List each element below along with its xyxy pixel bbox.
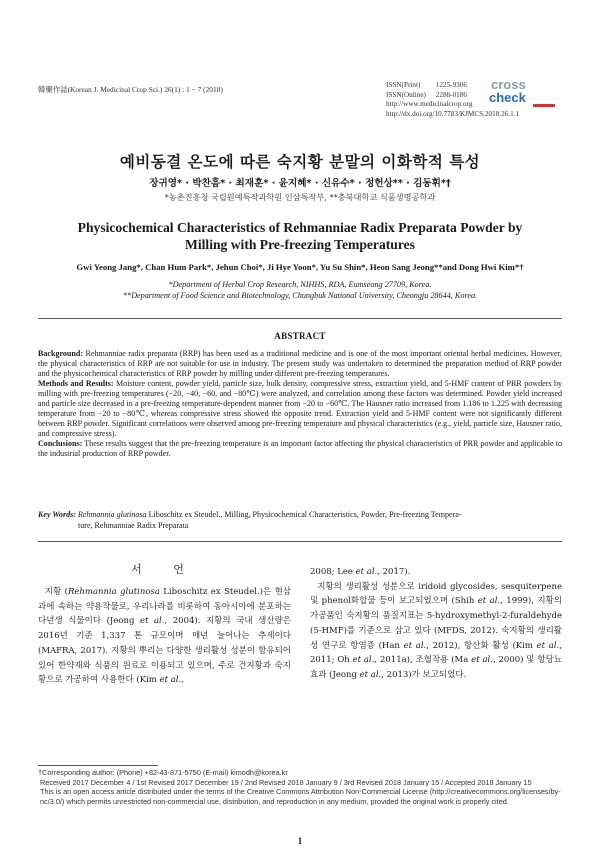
abstract-body	[38, 349, 562, 460]
english-authors: Gwi Yeong Jang*, Chan Hum Park*, Jehun Choi*, Ji Hye Yoon*, Yu Su Shin*, Heon Sang Jeong**and Dong Hwi Kim*†	[76, 262, 524, 272]
intro-text: , 2011a), 조혈작용 (Ma	[374, 655, 472, 666]
intro-text: Liboschitz ex Steudel.)은 현삼과에 속하는 약용작물로, 우리나라를 비롯하여 동아시아에 분포하는 다년생 식물이다 (Jeong	[38, 587, 291, 627]
etal: et al.	[139, 616, 165, 627]
divider	[38, 541, 562, 542]
keywords	[38, 510, 562, 531]
intro-text: ,	[181, 675, 184, 686]
etal: et al.	[471, 655, 493, 666]
corresponding-author: †Corresponding author: (Phone) +82-43-871-5750 (E-mail) kimodh@korea.kr	[38, 768, 288, 777]
abstract-conclusions	[38, 439, 562, 459]
etal: et al.	[359, 669, 382, 680]
intro-text: , 2011; Oh	[310, 640, 563, 666]
received-dates: Received 2017 December 4 / 1st Revised 2017 December 19 / 2nd Revised 2018 January 9 / 3rd Revised 2018 January 15 / Accepted 2018 January 15	[40, 777, 532, 787]
issn-print-label: ISSN(Print)	[386, 81, 421, 89]
intro-left-column	[38, 585, 291, 688]
intro-right-column	[310, 565, 562, 683]
divider	[38, 318, 562, 319]
intro-text: 지황의 생리활성 성분으로 iridoid glycosides, sesquiterpene 및 phenol화합물 등이 보고되었으며 (Shih	[310, 581, 562, 607]
abstract-methods	[38, 379, 562, 439]
species-name: Rehmannia glutinosa	[67, 587, 160, 597]
crossmark-logo[interactable]	[487, 76, 557, 108]
etal: et al.	[403, 640, 427, 651]
doi-link[interactable]: http://dx.doi.org/10.7783/KJMCS.2018.26.1.1	[386, 109, 520, 118]
footnote	[38, 768, 562, 806]
abstract-background	[38, 349, 562, 379]
etal: et al.	[355, 567, 378, 577]
intro-text: , 2012), 항산화 활성 (Kim	[426, 640, 537, 651]
methods-text: Moisture content, powder yield, particle size, bulk density, compressive stress, extraction yield, and 5-HMF content of PRR powders by milling with pre-freezing temperatures (−20, −40, −60, and −80℃) were analyzed, and correlation among these factors was determined. Powder yield increased and particle size decreased in a pre-freezing temperature-dependent manner from −20 to −60℃. The Hausner ratio increased from 1.186 to 1.225 with decreasing temperature from −20 to −80℃, whereas compressive stress showed the opposite trend. Extraction yield and 5-HMF content were not significantly different between RRP powder. Significant correlations were observed among pre-freezing temperature and physical characteristics (e.g., yield, particle size, Hausner ratio, and compressive stress).	[38, 379, 562, 439]
etal: et al.	[477, 596, 501, 607]
abstract-heading: ABSTRACT	[274, 331, 326, 341]
etal: et al.	[536, 640, 560, 651]
intro-text: 2008; Lee	[310, 567, 356, 577]
korean-affiliation: *농촌진흥청 국립원예특작과학원 인삼특작부, **충북대학교 식품생명공학과	[164, 192, 436, 202]
intro-text: , 2017).	[377, 567, 411, 577]
issn-online: 2288-0186	[435, 90, 467, 99]
korean-authors: 장귀영* · 박찬흠* · 최재훈* · 윤지혜* · 신유수* · 정헌상** · 김동휘*†	[149, 178, 451, 189]
english-title	[40, 220, 560, 253]
english-affiliations	[30, 279, 570, 301]
intro-text: 지황 (	[44, 587, 68, 597]
affiliation-1: *Department of Herbal Crop Research, NIHHS, RDA, Eumseong 27709, Korea.	[168, 280, 432, 289]
etal: et al.	[159, 675, 182, 686]
intro-text: , 1999), 지황의 가공품인 숙지황의 품질지표는 5-hydroxymethyl-2-furaldehyde (5-HMF)를 기준으로 삼고 있다 (MFDS, 2012). 숙지황의 생리활성 연구로 항염증 (Han	[310, 596, 563, 651]
keywords-label: Key Words:	[38, 510, 76, 519]
keywords-species: Rehmannia glutinosa	[75, 510, 147, 519]
background-label: Background:	[38, 349, 84, 358]
conclusions-label: Conclusions:	[38, 439, 83, 449]
crossmark-line2: check	[489, 90, 526, 105]
crossmark-line1: cross	[491, 77, 526, 92]
intro-text: , 2013)가 보고되었다.	[381, 669, 467, 680]
methods-label: Methods and Results:	[38, 379, 114, 389]
license-text: This is an open access article distributed under the terms of the Creative Commons Attribution Non-Commercial License (http://creativecommons.org/licenses/by-nc/3.0/) which permits unrestricted non-commercial use, distribution, and reproduction in any medium, provided the original work is properly cited.	[40, 787, 561, 806]
conclusions-text: These results suggest that the pre-freezing temperature is an important factor affecting the physical characteristics of PRR powder and applicable to the industrial production of RRP powder.	[38, 439, 562, 459]
english-title-line2: Milling with Pre-freezing Temperatures	[185, 236, 415, 252]
background-text: Rehmanniae radix preparata (RRP) has been used as a traditional medicine and is one of the most important oriental herbal medicines. However, the physical characteristics of RRP are not suitable for use in industry. The present study was undertaken to determined the preparation method of RRP powder and the physicochemical characteristics of RRP powder by milling under different pre-freezing temperatures.	[38, 349, 562, 379]
keywords-line2: ture, Rehmanniae Radix Preparata	[78, 520, 189, 530]
issn-online-label: ISSN(Online)	[386, 90, 426, 99]
page-number: 1	[297, 836, 303, 846]
journal-citation: 韓藥作誌(Korean J. Medicinal Crop Sci.) 26(1) : 1 − 7 (2018)	[38, 85, 223, 94]
issn-print: 1225-9306	[435, 81, 467, 89]
korean-title: 예비동결 온도에 따른 숙지황 분말의 이화학적 특성	[119, 153, 481, 171]
keywords-text: Liboschitz ex Steudel., Milling, Physicochemical Characteristics, Powder, Pre-freezing Tempera-	[146, 510, 462, 519]
journal-url[interactable]: http://www.medicinalcrop.org	[386, 100, 473, 109]
intro-heading: 서 언	[131, 563, 198, 576]
english-title-line1: Physicochemical Characteristics of Rehmanniae Radix Preparata Powder by	[77, 220, 523, 235]
footnote-divider	[38, 765, 158, 766]
etal: et al.	[352, 655, 375, 666]
affiliation-2: **Department of Food Science and Biotechnology, Chungbuk National University, Cheongju 28644, Korea.	[122, 291, 478, 300]
intro-text: , 2000) 및 항당뇨 효과 (Jeong	[310, 655, 562, 680]
intro-text: , 2004). 지황의 국내 생산량은 2016년 기준 1,337 톤 규모이며 매년 늘어나는 추세이다 (MAFRA, 2017). 지황의 뿌리는 다양한 생리활성 성분이 함유되어 있어 한약재와 식품의 원료로 이용되고 있으며, 주로 건지황과 숙지황으로 가공하여 사용한다 (Kim	[38, 616, 292, 686]
crossmark-bar-icon	[533, 104, 555, 107]
